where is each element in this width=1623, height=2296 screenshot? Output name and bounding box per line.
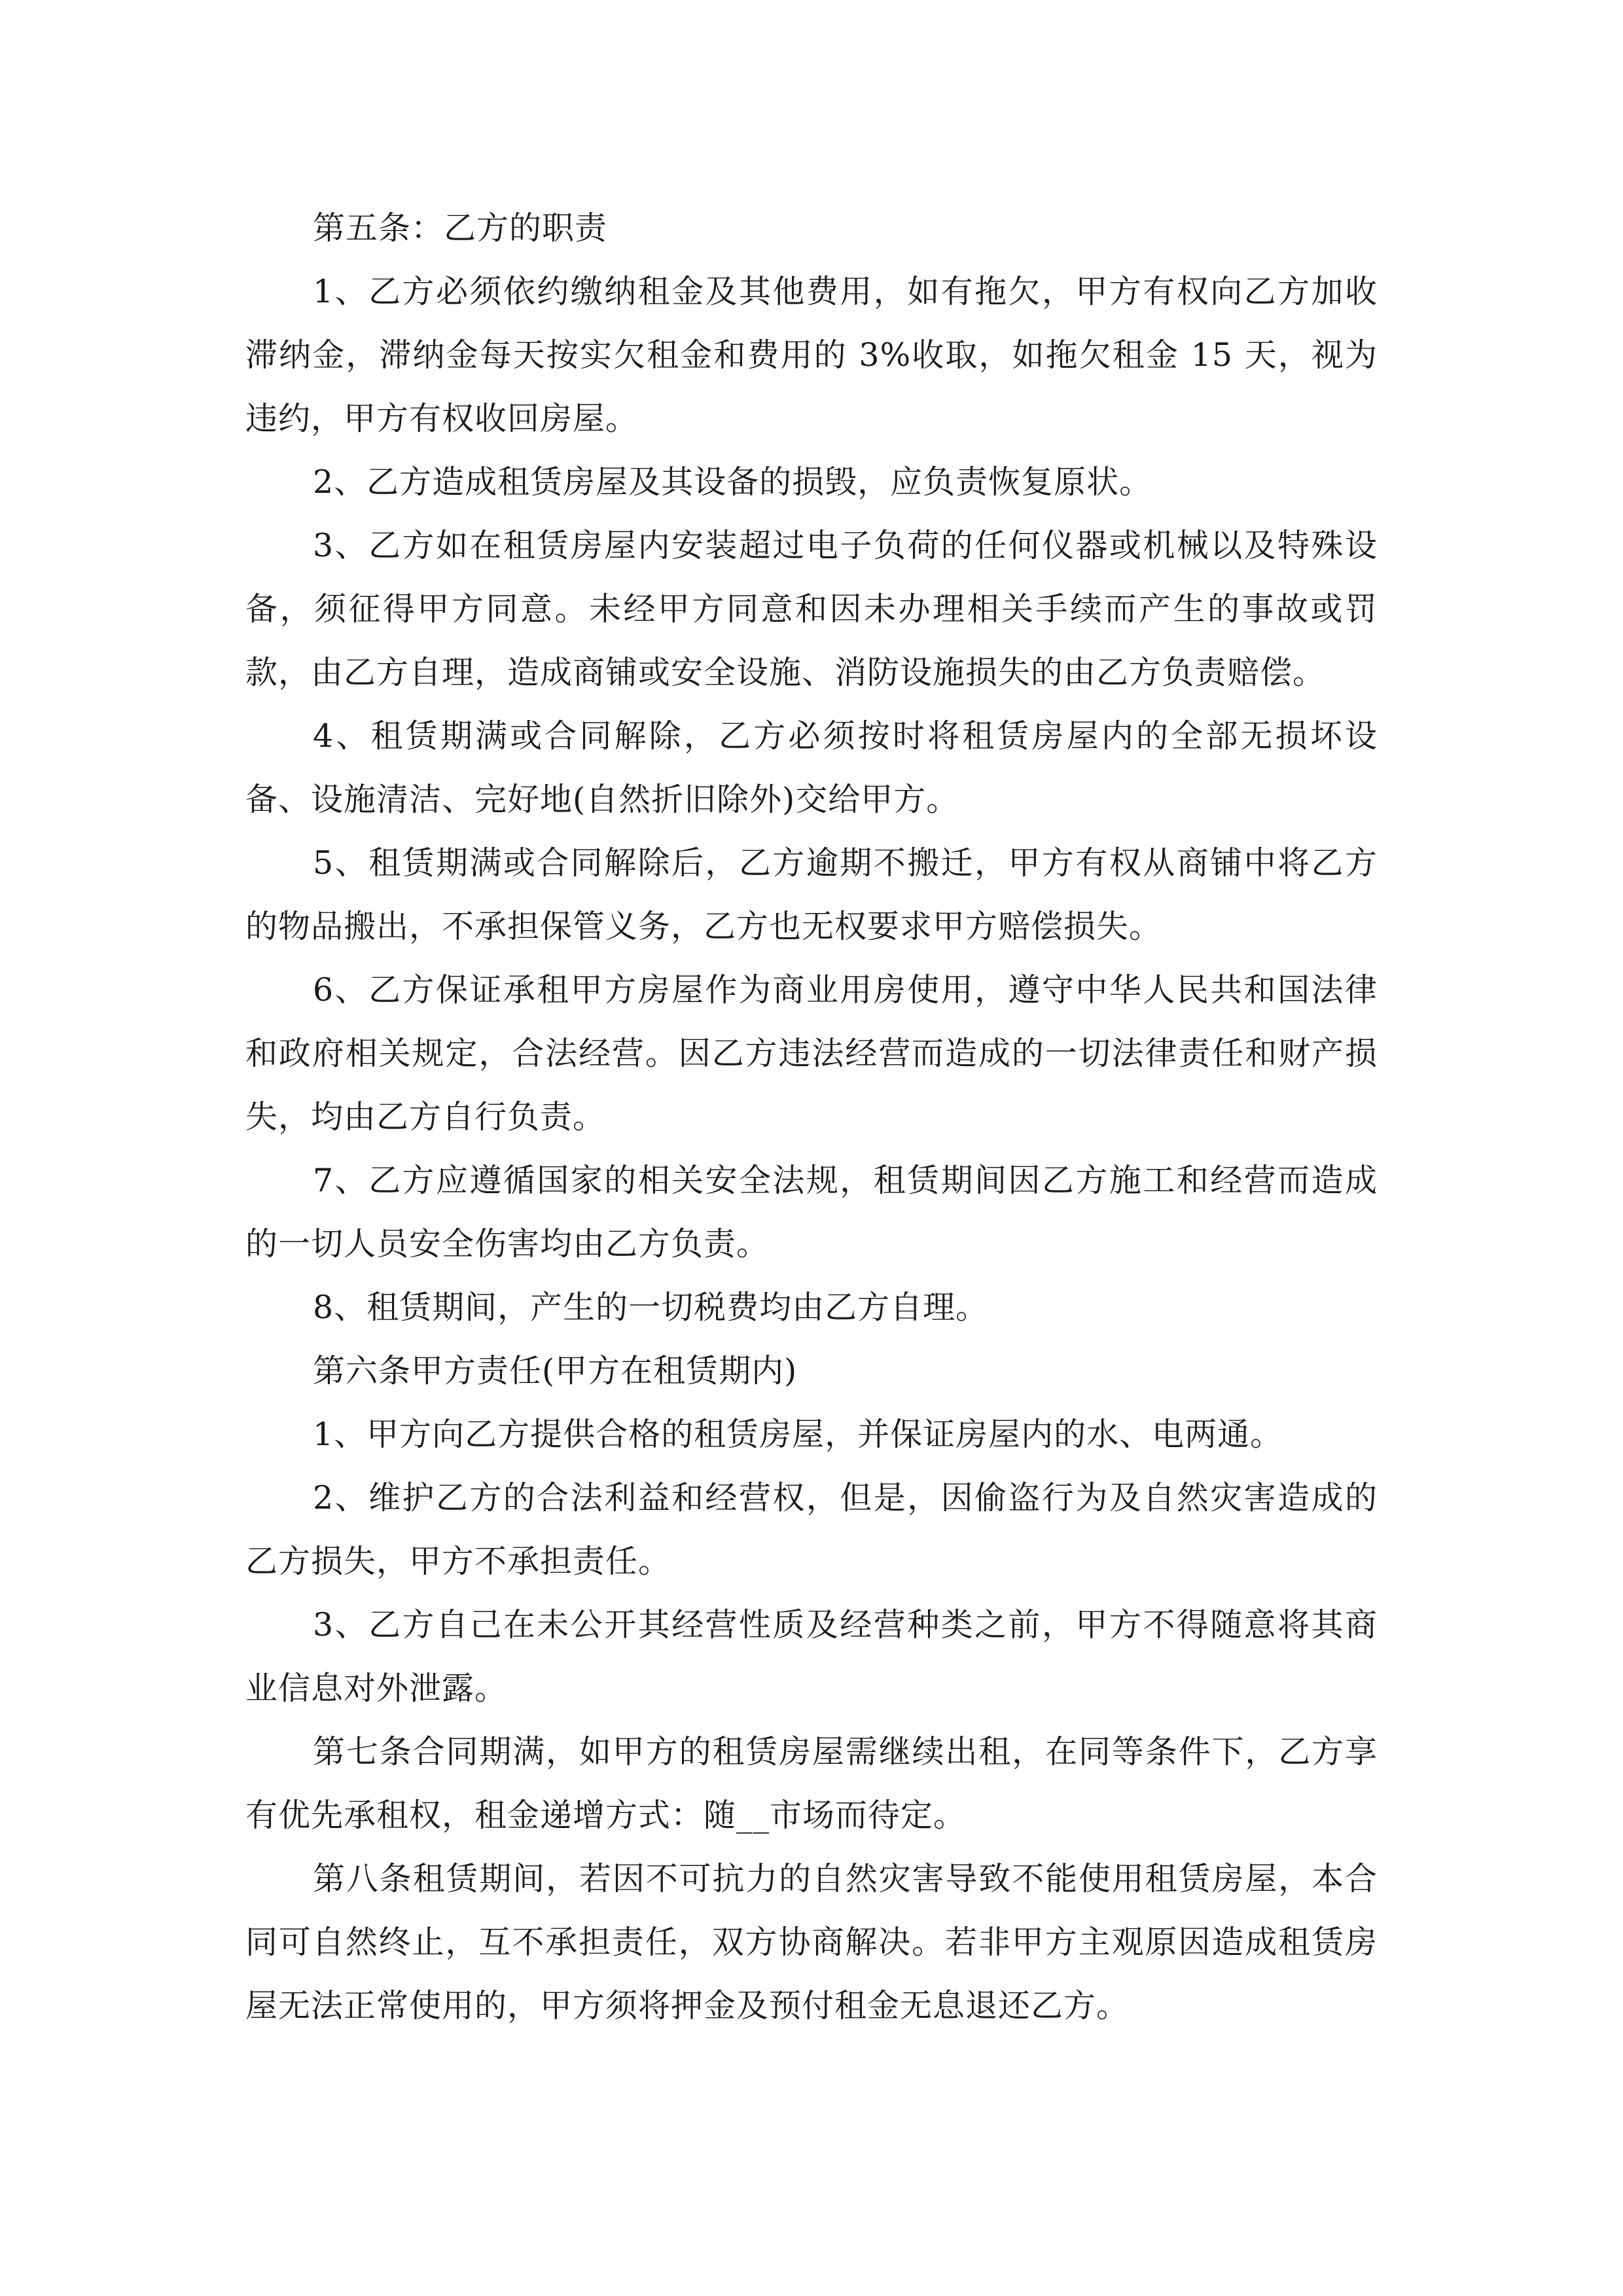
paragraph: 2、维护乙方的合法利益和经营权，但是，因偷盗行为及自然灾害造成的乙方损失，甲方不承担责任。 <box>245 1479 1378 1580</box>
paragraph: 2、乙方造成租赁房屋及其设备的损毁，应负责恢复原状。 <box>313 463 1152 501</box>
paragraph: 4、租赁期满或合同解除，乙方必须按时将租赁房屋内的全部无损坏设备、设施清洁、完好地(自然折旧除外)交给甲方。 <box>245 717 1378 818</box>
paragraph: 3、乙方自己在未公开其经营性质及经营种类之前，甲方不得随意将其商业信息对外泄露。 <box>245 1606 1378 1707</box>
paragraph: 1、乙方必须依约缴纳租金及其他费用，如有拖欠，甲方有权向乙方加收滞纳金，滞纳金每天按实欠租金和费用的 3%收取，如拖欠租金 15 天，视为违约，甲方有权收回房屋。 <box>245 273 1378 437</box>
section-heading-article-6: 第六条甲方责任(甲方在租赁期内) <box>313 1352 798 1390</box>
paragraph: 6、乙方保证承租甲方房屋作为商业用房使用，遵守中华人民共和国法律和政府相关规定，合法经营。因乙方违法经营而造成的一切法律责任和财产损失，均由乙方自行负责。 <box>245 971 1378 1136</box>
document-body <box>245 196 1378 2037</box>
paragraph-article-8: 第八条租赁期间，若因不可抗力的自然灾害导致不能使用租赁房屋，本合同可自然终止，互不承担责任，双方协商解决。若非甲方主观原因造成租赁房屋无法正常使用的，甲方须将押金及预付租金无息退还乙方。 <box>245 1860 1378 2024</box>
section-heading-article-5: 第五条：乙方的职责 <box>313 209 608 247</box>
paragraph-article-7: 第七条合同期满，如甲方的租赁房屋需继续出租，在同等条件下，乙方享有优先承租权，租金递增方式：随__市场而待定。 <box>245 1733 1378 1834</box>
paragraph: 5、租赁期满或合同解除后，乙方逾期不搬迁，甲方有权从商铺中将乙方的物品搬出，不承担保管义务，乙方也无权要求甲方赔偿损失。 <box>245 844 1378 945</box>
paragraph: 7、乙方应遵循国家的相关安全法规，租赁期间因乙方施工和经营而造成的一切人员安全伤害均由乙方负责。 <box>245 1162 1378 1263</box>
paragraph: 3、乙方如在租赁房屋内安装超过电子负荷的任何仪器或机械以及特殊设备，须征得甲方同意。未经甲方同意和因未办理相关手续而产生的事故或罚款，由乙方自理，造成商铺或安全设施、消防设施损失的由乙方负责赔偿。 <box>245 527 1378 691</box>
paragraph: 1、甲方向乙方提供合格的租赁房屋，并保证房屋内的水、电两通。 <box>313 1416 1283 1453</box>
paragraph: 8、租赁期间，产生的一切税费均由乙方自理。 <box>313 1289 989 1326</box>
